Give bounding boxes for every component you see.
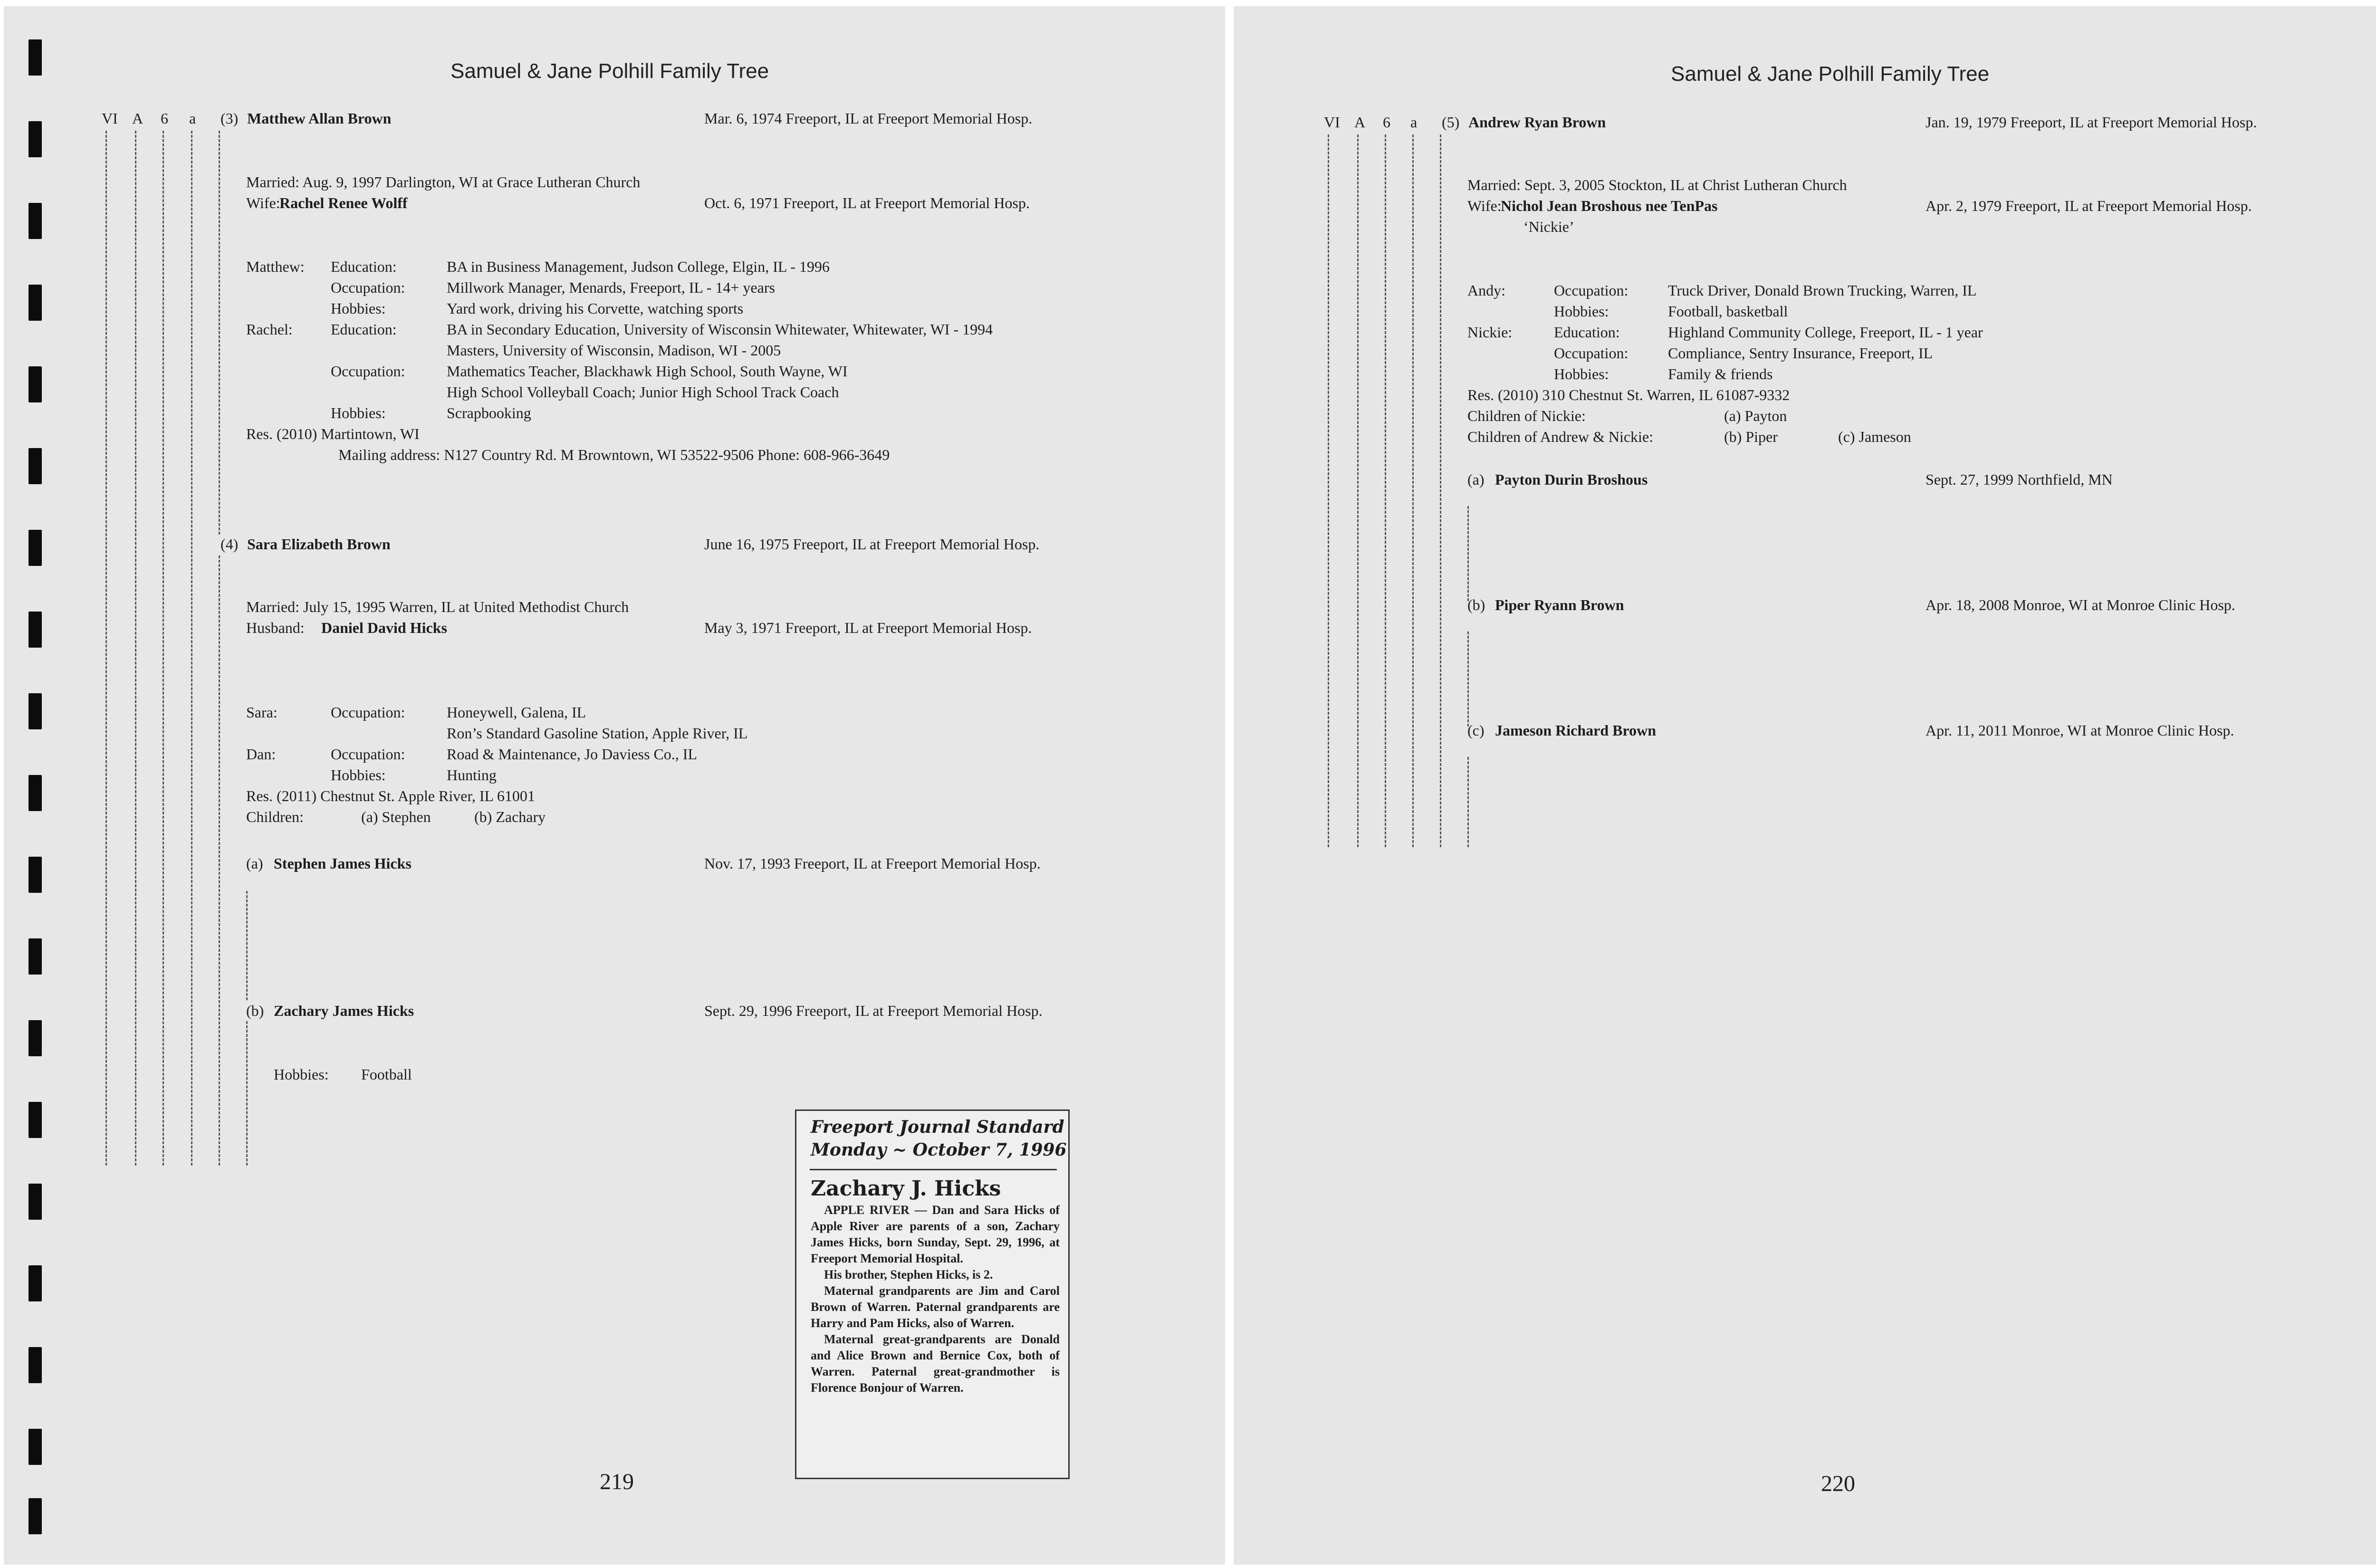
residence: Res. (2010) Martintown, WI xyxy=(246,425,420,442)
binder-hole xyxy=(29,1265,42,1301)
marriage-info: Married: Aug. 9, 1997 Darlington, WI at Grace Lutheran Church xyxy=(246,173,641,191)
children-label: Children of Nickie: xyxy=(1467,407,1586,424)
person-label: Rachel: xyxy=(246,321,293,338)
field-label: Occupation: xyxy=(331,279,405,296)
binder-hole xyxy=(29,1184,42,1220)
children-label: Children of Andrew & Nickie: xyxy=(1467,428,1654,445)
spouse-name: Nichol Jean Broshous nee TenPas xyxy=(1501,197,1718,214)
binder-hole xyxy=(29,121,42,157)
field-label: Hobbies: xyxy=(1554,303,1609,320)
binder-hole xyxy=(29,775,42,811)
person-label: Matthew: xyxy=(246,258,305,275)
birth-info: Jan. 19, 1979 Freeport, IL at Freeport Memorial Hosp. xyxy=(1926,114,2257,131)
clipping-paragraph: His brother, Stephen Hicks, is 2. xyxy=(824,1268,993,1281)
lineage-line xyxy=(105,131,107,1166)
field-label: Hobbies: xyxy=(274,1066,329,1083)
binder-hole xyxy=(29,1347,42,1383)
binder-hole xyxy=(29,203,42,239)
lineage-line xyxy=(1440,134,1441,847)
field-value: Scrapbooking xyxy=(447,404,531,421)
generation-marker: VI xyxy=(102,110,118,127)
lineage-line xyxy=(246,891,248,1000)
binder-hole xyxy=(29,39,42,76)
field-label: Education: xyxy=(331,258,397,275)
entry-number: (a) xyxy=(246,855,263,872)
lineage-line xyxy=(191,131,192,1166)
field-value: Mathematics Teacher, Blackhawk High School, South Wayne, WI xyxy=(447,363,848,380)
binder-hole xyxy=(29,366,42,402)
clipping-divider xyxy=(810,1169,1057,1170)
child-ref: (b) Piper xyxy=(1724,428,1778,445)
spouse-birth-info: May 3, 1971 Freeport, IL at Freeport Memorial Hosp. xyxy=(704,619,1032,636)
binder-hole xyxy=(29,530,42,566)
generation-marker: A xyxy=(132,110,144,127)
field-label: Occupation: xyxy=(1554,282,1629,299)
spouse-nickname: ‘Nickie’ xyxy=(1523,218,1574,235)
person-label: Sara: xyxy=(246,704,278,721)
birth-info: Mar. 6, 1974 Freeport, IL at Freeport Memorial Hosp. xyxy=(704,110,1033,127)
field-value: Highland Community College, Freeport, IL - 1 year xyxy=(1668,324,1983,341)
field-value: Honeywell, Galena, IL xyxy=(447,704,586,721)
entry-number: (4) xyxy=(220,535,239,553)
person-label: Dan: xyxy=(246,746,276,763)
field-value: Hunting xyxy=(447,766,497,784)
binder-hole xyxy=(29,285,42,321)
field-label: Hobbies: xyxy=(331,300,386,317)
lineage-line xyxy=(163,131,164,1166)
person-label: Andy: xyxy=(1467,282,1505,299)
person-name: Sara Elizabeth Brown xyxy=(247,535,391,553)
person-name: Jameson Richard Brown xyxy=(1495,722,1656,739)
spouse-label: Wife: xyxy=(1467,197,1502,214)
lineage-line xyxy=(135,131,136,1166)
field-value: Masters, University of Wisconsin, Madison, WI - 2005 xyxy=(447,342,781,359)
spouse-label: Wife: xyxy=(246,194,280,211)
field-value: Football xyxy=(361,1066,412,1083)
field-value: Truck Driver, Donald Brown Trucking, Warren, IL xyxy=(1668,282,1977,299)
binder-hole xyxy=(29,857,42,893)
child-ref: (b) Zachary xyxy=(474,808,546,825)
person-name: Stephen James Hicks xyxy=(274,855,412,872)
lineage-line xyxy=(1467,631,1469,727)
binder-hole xyxy=(29,612,42,648)
residence: Res. (2010) 310 Chestnut St. Warren, IL 61087-9332 xyxy=(1467,386,1790,403)
binder-hole xyxy=(29,448,42,484)
field-label: Education: xyxy=(331,321,397,338)
entry-number: (5) xyxy=(1442,114,1460,131)
lineage-line xyxy=(246,1021,248,1166)
child-ref: (c) Jameson xyxy=(1838,428,1911,445)
lineage-line xyxy=(1467,506,1469,601)
field-value: Compliance, Sentry Insurance, Freeport, IL xyxy=(1668,344,1933,362)
entry-number: (a) xyxy=(1467,471,1485,488)
lineage-line xyxy=(1467,757,1469,847)
spouse-birth-info: Apr. 2, 1979 Freeport, IL at Freeport Memorial Hosp. xyxy=(1926,197,2252,214)
lineage-line xyxy=(1412,134,1414,847)
spouse-label: Husband: xyxy=(246,619,305,636)
entry-number: (c) xyxy=(1467,722,1485,739)
generation-marker: 6 xyxy=(161,110,168,127)
field-value: Yard work, driving his Corvette, watching sports xyxy=(447,300,744,317)
birth-info: Apr. 18, 2008 Monroe, WI at Monroe Clinic Hosp. xyxy=(1926,596,2235,613)
page-header: Samuel & Jane Polhill Family Tree xyxy=(1671,62,1990,86)
clipping-body xyxy=(811,1202,1060,1396)
birth-info: Sept. 27, 1999 Northfield, MN xyxy=(1926,471,2113,488)
newspaper-masthead: Freeport Journal Standard xyxy=(811,1117,1064,1137)
lineage-line xyxy=(1328,134,1329,847)
entry-number: (3) xyxy=(220,110,239,127)
right-page xyxy=(1234,6,2376,1565)
field-label: Occupation: xyxy=(331,704,405,721)
newspaper-clipping xyxy=(795,1109,1070,1479)
field-label: Education: xyxy=(1554,324,1620,341)
newspaper-date: Monday ~ October 7, 1996 xyxy=(811,1140,1067,1160)
field-value: Family & friends xyxy=(1668,365,1773,382)
binder-hole xyxy=(29,1429,42,1465)
lineage-line xyxy=(1357,134,1359,847)
child-ref: (a) Stephen xyxy=(361,808,431,825)
field-label: Hobbies: xyxy=(331,766,386,784)
generation-marker: a xyxy=(1410,114,1418,131)
binder-hole xyxy=(29,693,42,729)
binder-hole xyxy=(29,1102,42,1138)
field-value: BA in Secondary Education, University of Wisconsin Whitewater, Whitewater, WI - 1994 xyxy=(447,321,993,338)
field-value: Millwork Manager, Menards, Freeport, IL - 14+ years xyxy=(447,279,775,296)
marriage-info: Married: Sept. 3, 2005 Stockton, IL at Christ Lutheran Church xyxy=(1467,176,1847,193)
binder-hole xyxy=(29,1498,42,1534)
person-name: Andrew Ryan Brown xyxy=(1468,114,1606,131)
birth-info: Nov. 17, 1993 Freeport, IL at Freeport Memorial Hosp. xyxy=(704,855,1041,872)
generation-marker: a xyxy=(189,110,196,127)
field-label: Occupation: xyxy=(331,363,405,380)
birth-info: Apr. 11, 2011 Monroe, WI at Monroe Clinic Hosp. xyxy=(1926,722,2234,739)
page-number: 219 xyxy=(600,1469,634,1494)
page-header: Samuel & Jane Polhill Family Tree xyxy=(450,59,769,83)
clipping-paragraph: APPLE RIVER — Dan and Sara Hicks of Apple River are parents of a son, Zachary James Hicks, born Sunday, Sept. 29, 1996, at Freeport Memorial Hospital. xyxy=(811,1203,1060,1265)
binder-hole xyxy=(29,938,42,975)
lineage-line xyxy=(219,555,220,1166)
generation-marker: 6 xyxy=(1383,114,1390,131)
entry-number: (b) xyxy=(246,1002,264,1019)
generation-marker: A xyxy=(1354,114,1366,131)
field-label: Hobbies: xyxy=(1554,365,1609,382)
child-ref: (a) Payton xyxy=(1724,407,1787,424)
children-label: Children: xyxy=(246,808,304,825)
field-value: BA in Business Management, Judson College, Elgin, IL - 1996 xyxy=(447,258,830,275)
binder-hole xyxy=(29,1020,42,1056)
field-value: Ron’s Standard Gasoline Station, Apple River, IL xyxy=(447,725,748,742)
marriage-info: Married: July 15, 1995 Warren, IL at United Methodist Church xyxy=(246,598,629,615)
page-number: 220 xyxy=(1821,1471,1855,1496)
lineage-line xyxy=(219,131,220,535)
person-name: Piper Ryann Brown xyxy=(1495,596,1624,613)
clipping-paragraph: Maternal grandparents are Jim and Carol Brown of Warren. Paternal grandparents are Harry and Pam Hicks, also of Warren. xyxy=(811,1284,1060,1330)
spouse-name: Rachel Renee Wolff xyxy=(279,194,408,211)
birth-info: Sept. 29, 1996 Freeport, IL at Freeport Memorial Hosp. xyxy=(704,1002,1043,1019)
clipping-title: Zachary J. Hicks xyxy=(811,1176,1001,1201)
spouse-name: Daniel David Hicks xyxy=(321,619,447,636)
person-name: Matthew Allan Brown xyxy=(247,110,392,127)
birth-info: June 16, 1975 Freeport, IL at Freeport Memorial Hosp. xyxy=(704,535,1040,553)
person-name: Zachary James Hicks xyxy=(274,1002,414,1019)
field-value: Football, basketball xyxy=(1668,303,1788,320)
field-label: Occupation: xyxy=(1554,344,1629,362)
clipping-paragraph: Maternal great-grandparents are Donald and Alice Brown and Bernice Cox, both of Warren. Paternal great-grandmother is Florence Bonjour of Warren. xyxy=(811,1332,1060,1395)
spouse-birth-info: Oct. 6, 1971 Freeport, IL at Freeport Memorial Hosp. xyxy=(704,194,1030,211)
field-label: Occupation: xyxy=(331,746,405,763)
generation-marker: VI xyxy=(1324,114,1340,131)
entry-number: (b) xyxy=(1467,596,1485,613)
field-label: Hobbies: xyxy=(331,404,386,421)
field-value: High School Volleyball Coach; Junior High School Track Coach xyxy=(447,383,839,401)
lineage-line xyxy=(1385,134,1386,847)
person-name: Payton Durin Broshous xyxy=(1495,471,1648,488)
left-page xyxy=(4,6,1225,1565)
field-value: Road & Maintenance, Jo Daviess Co., IL xyxy=(447,746,697,763)
mailing-address: Mailing address: N127 Country Rd. M Browntown, WI 53522-9506 Phone: 608-966-3649 xyxy=(338,446,890,463)
residence: Res. (2011) Chestnut St. Apple River, IL 61001 xyxy=(246,787,535,804)
person-label: Nickie: xyxy=(1467,324,1513,341)
